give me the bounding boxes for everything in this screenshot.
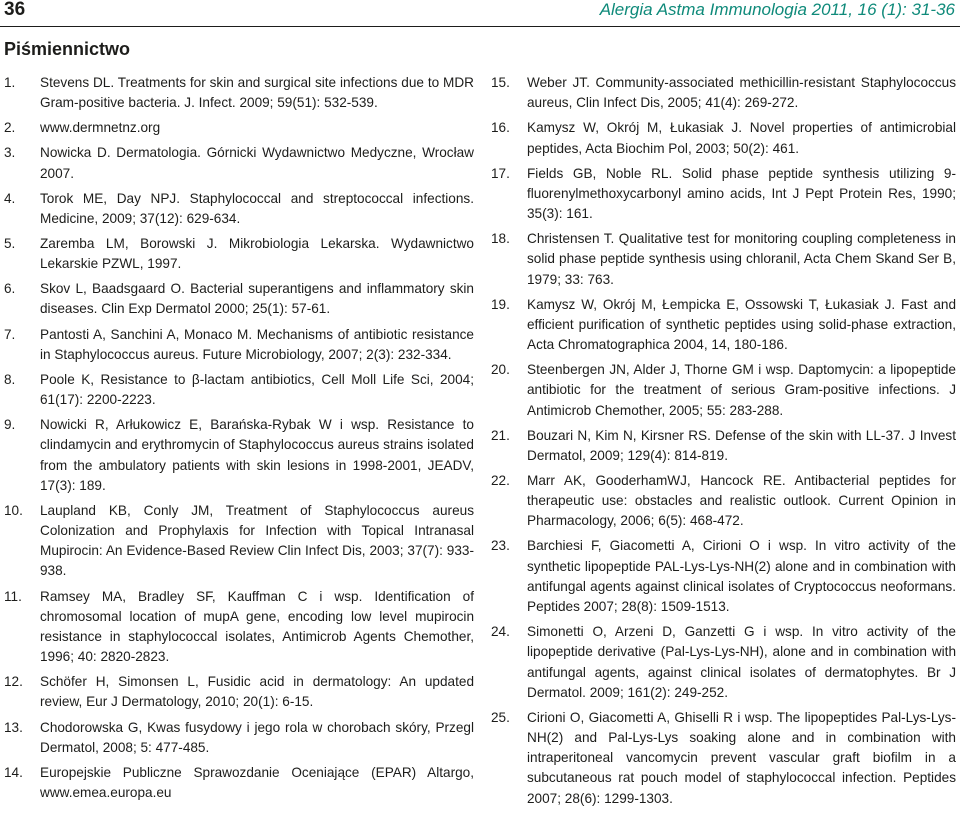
- reference-item: [491, 426, 956, 466]
- reference-number: 11.: [4, 588, 22, 604]
- reference-item: [4, 189, 474, 229]
- reference-item: [4, 234, 474, 274]
- reference-item: [4, 587, 474, 668]
- reference-text: Fields GB, Noble RL. Solid phase peptide synthesis utilizing 9-fluorenylmethoxycarbonyl amino acids, Int J Pept Protein Res, 1990; 35(3): 161.: [527, 165, 956, 221]
- reference-text: Chodorowska G, Kwas fusydowy i jego rola w chorobach skóry, Przegl Dermatol, 2008; 5: 477-485.: [40, 719, 474, 755]
- journal-citation: Alergia Astma Immunologia 2011, 16 (1): 31-36: [599, 0, 955, 19]
- page-number: 36: [4, 0, 26, 20]
- reference-text: www.dermnetnz.org: [40, 120, 161, 136]
- reference-item: [4, 118, 474, 138]
- reference-number: 14.: [4, 764, 23, 780]
- references-left-column: [4, 73, 474, 808]
- references-right-column: [491, 73, 956, 814]
- reference-number: 16.: [491, 120, 510, 136]
- section-title: Piśmiennictwo: [4, 39, 131, 59]
- reference-number: 23.: [491, 538, 510, 554]
- reference-number: 20.: [491, 362, 510, 378]
- reference-text: Laupland KB, Conly JM, Treatment of Staphylococcus aureus Colonization and Prophylaxis for Infection with Topical Intranasal Mupirocin: An Evidence-Based Review Clin Infect Dis, 2003; 37(7): 933-938.: [40, 502, 474, 579]
- reference-number: 2.: [4, 120, 16, 136]
- reference-number: 13.: [4, 719, 23, 735]
- reference-text: Schöfer H, Simonsen L, Fusidic acid in dermatology: An updated review, Eur J Dermatology, 2010; 20(1): 6-15.: [40, 674, 474, 710]
- reference-item: [4, 415, 474, 496]
- reference-number: 8.: [4, 371, 16, 387]
- reference-item: [4, 501, 474, 582]
- reference-text: Weber JT. Community-associated methicillin-resistant Staphylococcus aureus, Clin Infect Dis, 2005; 41(4): 269-272.: [527, 75, 956, 111]
- reference-number: 22.: [491, 472, 510, 488]
- reference-text: Nowicka D. Dermatologia. Górnicki Wydawnictwo Medyczne, Wrocław 2007.: [40, 145, 474, 181]
- reference-text: Nowicki R, Arłukowicz E, Barańska-Rybak W i wsp. Resistance to clindamycin and erythromycin of Staphylococcus aureus strains isolated from the ambulatory patients with skin lesions in 1998-2001, JEADV, 17(3): 189.: [40, 417, 474, 493]
- reference-number: 21.: [491, 427, 510, 443]
- reference-item: [4, 279, 474, 319]
- reference-number: 5.: [4, 235, 16, 251]
- reference-text: Stevens DL. Treatments for skin and surgical site infections due to MDR Gram-positive bacteria. J. Infect. 2009; 59(51): 532-539.: [40, 75, 474, 111]
- reference-number: 1.: [4, 75, 16, 90]
- reference-text: Steenbergen JN, Alder J, Thorne GM i wsp. Daptomycin: a lipopeptide antibiotic for the treatment of serious Gram-positive infections. J Antimicrob Chemother, 2005; 55: 283-288.: [527, 362, 956, 418]
- reference-text: Christensen T. Qualitative test for monitoring coupling completeness in solid phase peptide synthesis using chloranil, Acta Chem Skand Ser B, 1979; 33: 763.: [527, 231, 956, 287]
- reference-text: Simonetti O, Arzeni D, Ganzetti G i wsp. In vitro activity of the lipopeptide derivative (Pal-Lys-Lys-NH), alone and in combination with antifungal agents, against clinical isolates of dermatophytes. Br J Dermatol. 2009; 161(2): 249-252.: [527, 624, 956, 700]
- reference-item: [4, 672, 474, 712]
- reference-item: [4, 325, 474, 365]
- reference-number: 17.: [491, 165, 510, 181]
- reference-text: Kamysz W, Okrój M, Łempicka E, Ossowski T, Łukasiak J. Fast and efficient purification of synthetic peptides using solid-phase extraction, Acta Chromatographica 2004, 14, 180-186.: [527, 296, 956, 352]
- reference-number: 25.: [491, 709, 510, 725]
- reference-number: 12.: [4, 674, 23, 690]
- reference-text: Poole K, Resistance to β-lactam antibiotics, Cell Moll Life Sci, 2004; 61(17): 2200-2223.: [40, 371, 474, 408]
- reference-number: 7.: [4, 326, 16, 342]
- reference-item: [4, 143, 474, 183]
- reference-item: [491, 622, 956, 703]
- reference-item: [491, 360, 956, 421]
- reference-text: Marr AK, GooderhamWJ, Hancock RE. Antibacterial peptides for therapeutic use: obstacles and realistic outlook. Current Opinion in Pharmacology, 2006; 6(5): 468-472.: [527, 472, 956, 529]
- reference-number: 19.: [491, 296, 510, 312]
- header-divider: [0, 26, 960, 27]
- reference-text: Kamysz W, Okrój M, Łukasiak J. Novel properties of antimicrobial peptides, Acta Biochim Pol, 2003; 50(2): 461.: [527, 120, 956, 156]
- reference-text: Bouzari N, Kim N, Kirsner RS. Defense of the skin with LL-37. J Invest Dermatol, 2009; 129(4): 814-819.: [527, 427, 956, 463]
- reference-item: [491, 295, 956, 356]
- reference-item: [4, 73, 474, 113]
- reference-text: Europejskie Publiczne Sprawozdanie Oceniające (EPAR) Altargo, www.emea.europa.eu: [40, 764, 474, 801]
- reference-number: 24.: [491, 624, 510, 640]
- reference-number: 18.: [491, 231, 510, 247]
- reference-text: Torok ME, Day NPJ. Staphylococcal and streptococcal infections. Medicine, 2009; 37(12): 629-634.: [40, 190, 474, 226]
- reference-number: 6.: [4, 281, 16, 297]
- reference-item: [491, 73, 956, 113]
- reference-item: [4, 763, 474, 803]
- reference-text: Ramsey MA, Bradley SF, Kauffman C i wsp. Identification of chromosomal location of mupA gene, encoding low level mupirocin resistance in staphylococcal isolates, Antimicrob Agents Chemother, 1996; 40: 2820-2823.: [40, 588, 474, 665]
- reference-item: [491, 118, 956, 158]
- reference-item: [4, 718, 474, 758]
- reference-number: 4.: [4, 190, 16, 206]
- reference-item: [491, 708, 956, 809]
- reference-item: [491, 229, 956, 290]
- reference-text: Skov L, Baadsgaard O. Bacterial superantigens and inflammatory skin diseases. Clin Exp Dermatol 2000; 25(1): 57-61.: [40, 281, 474, 317]
- reference-number: 10.: [4, 502, 23, 518]
- reference-item: [491, 471, 956, 532]
- reference-item: [491, 536, 956, 617]
- reference-text: Barchiesi F, Giacometti A, Cirioni O i wsp. In vitro activity of the synthetic lipopeptide PAL-Lys-Lys-NH(2) alone and in combination with antifungal agents against clinical isolates of Cryptococcus neoformans. Peptides 2007; 28(8): 1509-1513.: [527, 538, 956, 614]
- reference-number: 9.: [4, 417, 16, 433]
- reference-text: Zaremba LM, Borowski J. Mikrobiologia Lekarska. Wydawnictwo Lekarskie PZWL, 1997.: [40, 235, 474, 272]
- reference-item: [4, 370, 474, 410]
- reference-number: 15.: [491, 75, 510, 90]
- reference-number: 3.: [4, 145, 16, 161]
- reference-text: Cirioni O, Giacometti A, Ghiselli R i wsp. The lipopeptides Pal-Lys-Lys-NH(2) and Pal-Lys-Lys soaking alone and in combination with intraperitoneal vancomycin prevent vascular graft biofilm in a subcutaneous rat pouch model of staphylococcal infection. Peptides 2007; 28(6): 1299-1303.: [527, 709, 956, 806]
- reference-text: Pantosti A, Sanchini A, Monaco M. Mechanisms of antibiotic resistance in Staphylococcus aureus. Future Microbiology, 2007; 2(3): 232-334.: [40, 326, 474, 362]
- page-header: [0, 0, 960, 30]
- reference-item: [491, 164, 956, 225]
